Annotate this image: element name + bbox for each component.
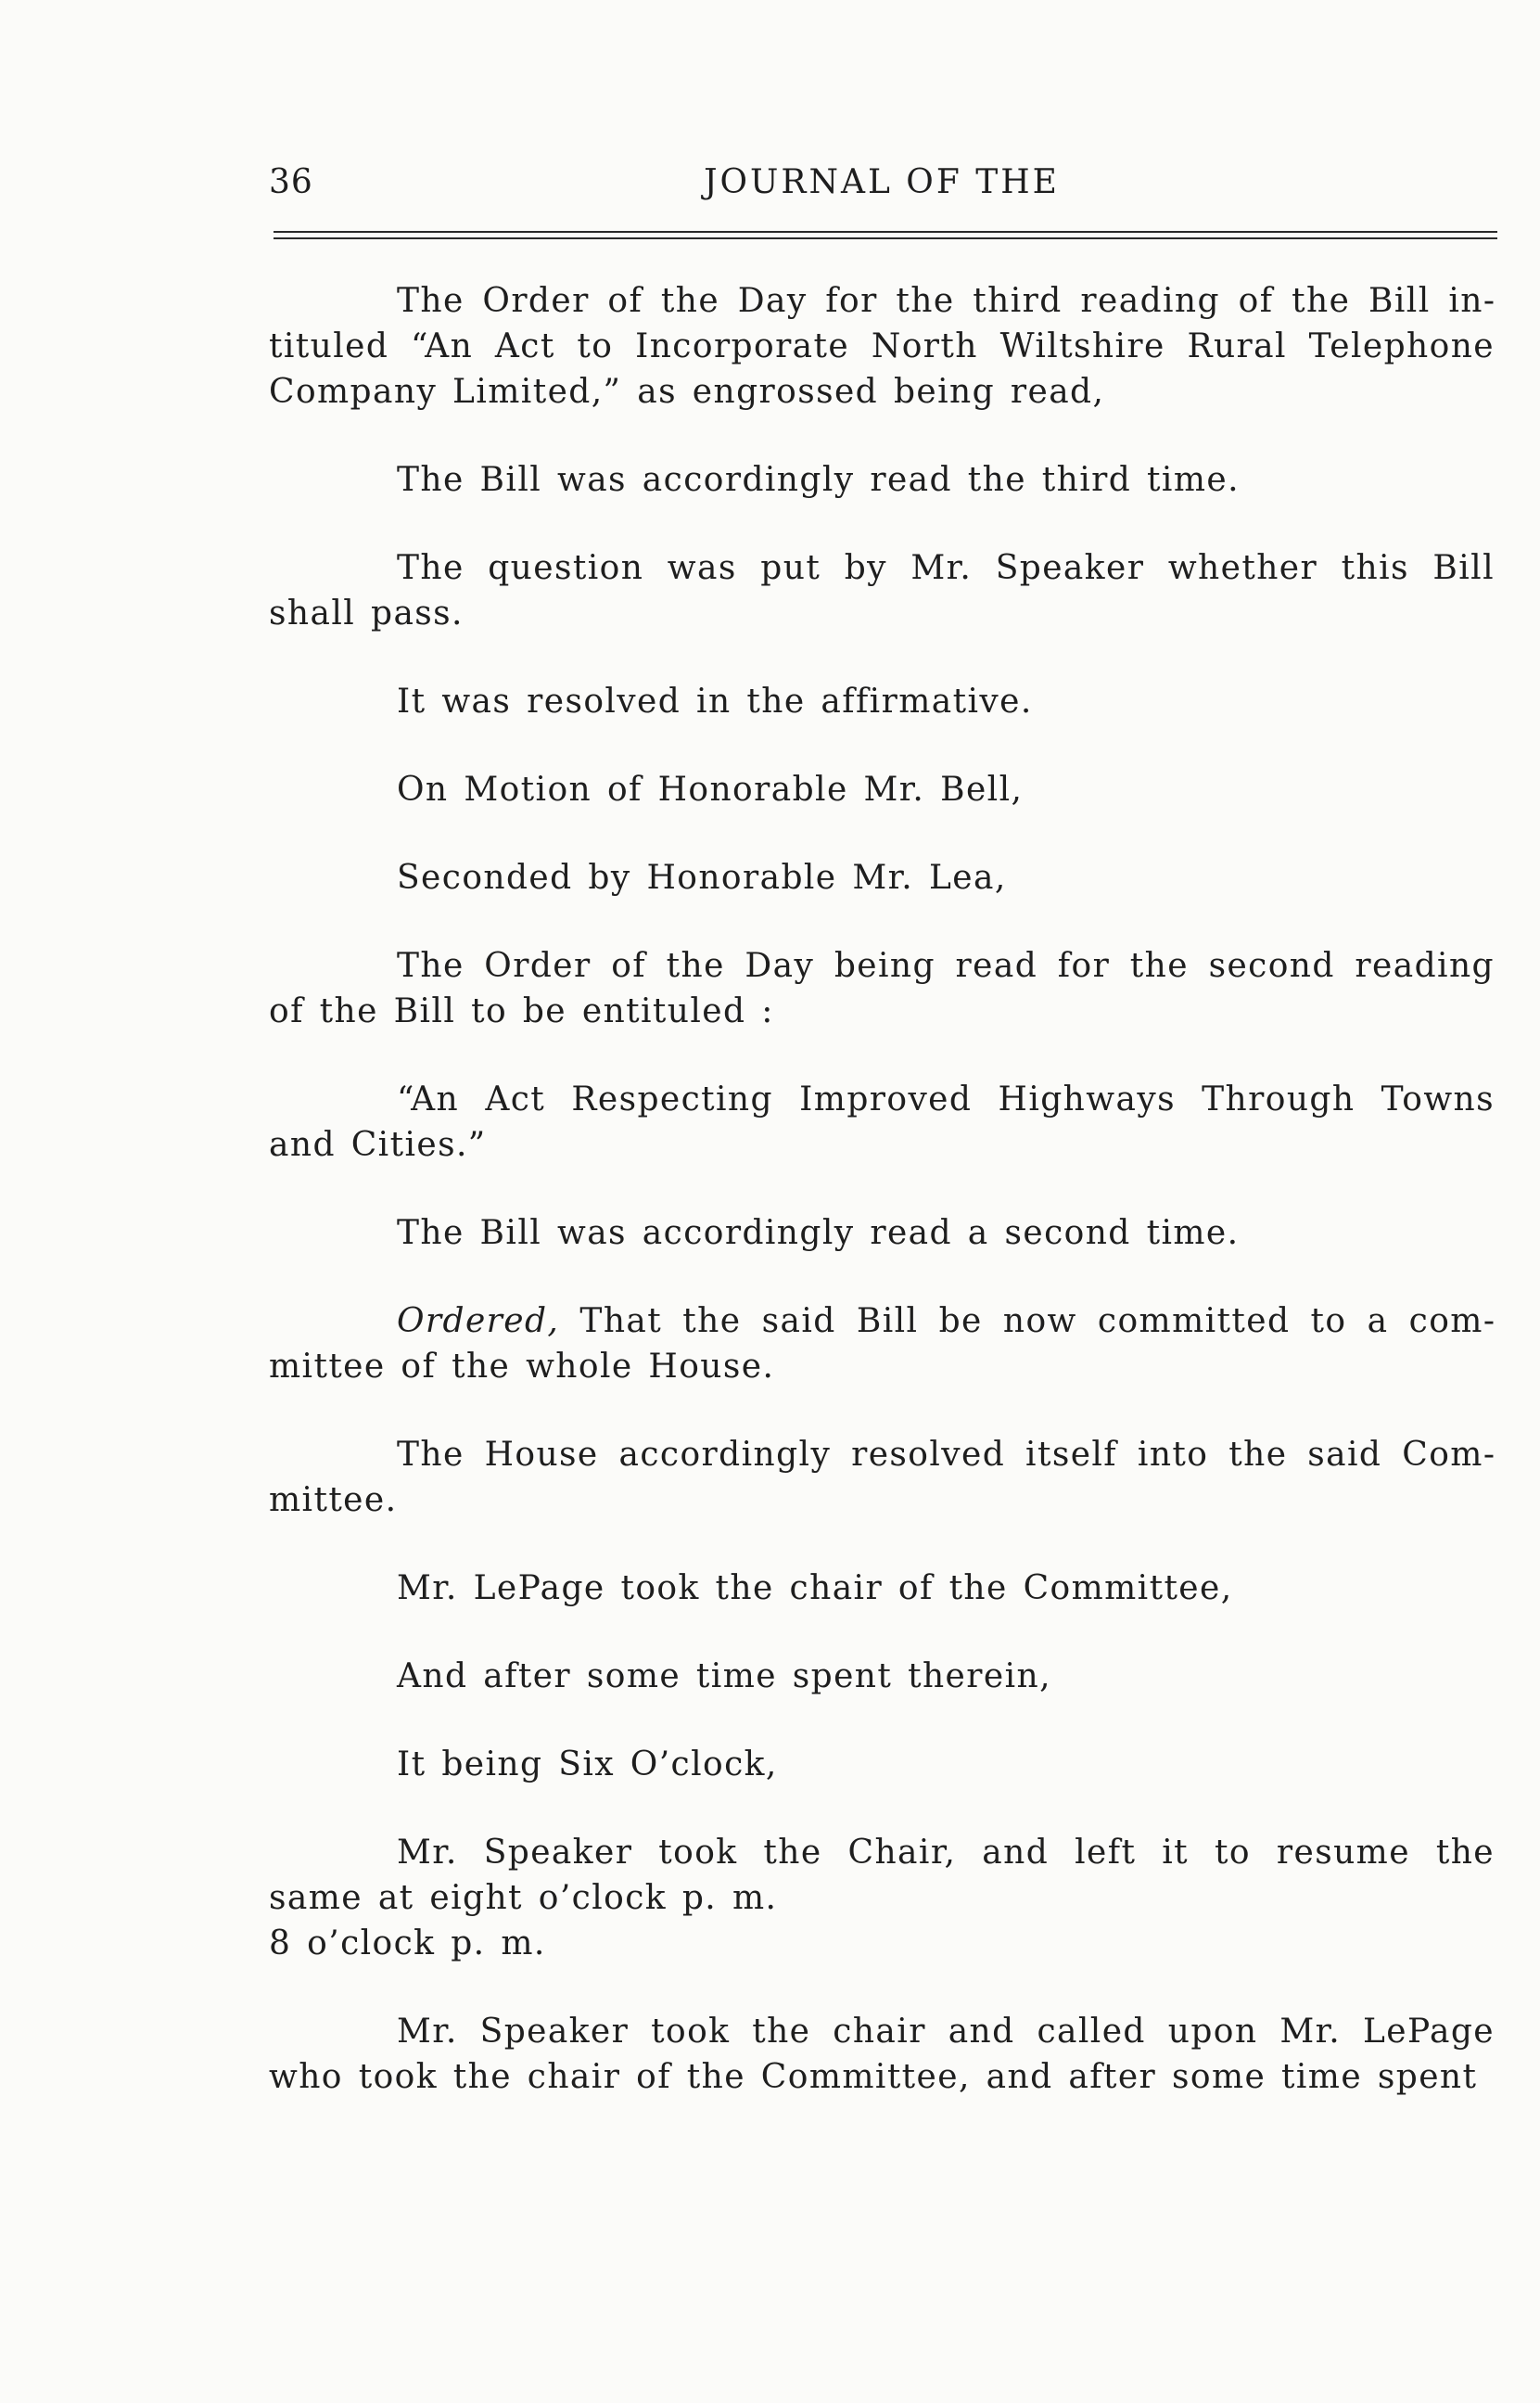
paragraph-resolved: It was resolved in the affirmative. [397, 683, 1033, 721]
journal-text [269, 278, 1495, 2142]
time-mark: 8 o’clock p. m. [269, 1924, 546, 1962]
paragraph-seconded: Seconded by Honorable Mr. Lea, [397, 859, 1007, 897]
paragraph-six-oclock: It being Six O’clock, [397, 1745, 778, 1783]
paragraph-bill-title: “An Act Respecting Improved Highways Through Towns and Cities.” [269, 1080, 1495, 1164]
paragraph-question-put: The question was put by Mr. Speaker whether this Bill shall pass. [269, 549, 1495, 633]
paragraph-time-spent: And after some time spent therein, [397, 1657, 1051, 1695]
paragraph-motion: On Motion of Honorable Mr. Bell, [397, 771, 1024, 809]
paragraph-speaker-returned: Mr. Speaker took the chair and called upon Mr. LePage who took the chair of the Committee, and after some time spent [269, 2013, 1495, 2096]
paragraph-third-reading-order: The Order of the Day for the third reading of the Bill intituled “An Act to Incorporate North Wiltshire Rural Telephone Company Limited,” as engrossed being read, [269, 282, 1495, 411]
paragraph-speaker-left: Mr. Speaker took the Chair, and left it to resume the same at eight o’clock p. m. [269, 1834, 1495, 1917]
paragraph-third-reading-done: The Bill was accordingly read the third time. [397, 461, 1240, 499]
paragraph-second-reading-done: The Bill was accordingly read a second time. [397, 1214, 1240, 1252]
ordered-text: That the said Bill be now committed to a committee of the whole House. [269, 1302, 1495, 1386]
page-header [269, 163, 1495, 210]
paragraph-second-reading-order: The Order of the Day being read for the second reading of the Bill to be entituled : [269, 947, 1495, 1030]
ordered-italic: Ordered, [397, 1302, 560, 1340]
paragraph-committee-resolved: The House accordingly resolved itself into the said Committee. [269, 1436, 1495, 1519]
page-number: 36 [269, 163, 313, 201]
paragraph-chair-taken: Mr. LePage took the chair of the Committee, [397, 1569, 1233, 1607]
paragraph-ordered [269, 1298, 1495, 1389]
running-head: JOURNAL OF THE [704, 163, 1060, 201]
header-rule-bottom [274, 237, 1497, 239]
header-rule-top [274, 231, 1497, 233]
